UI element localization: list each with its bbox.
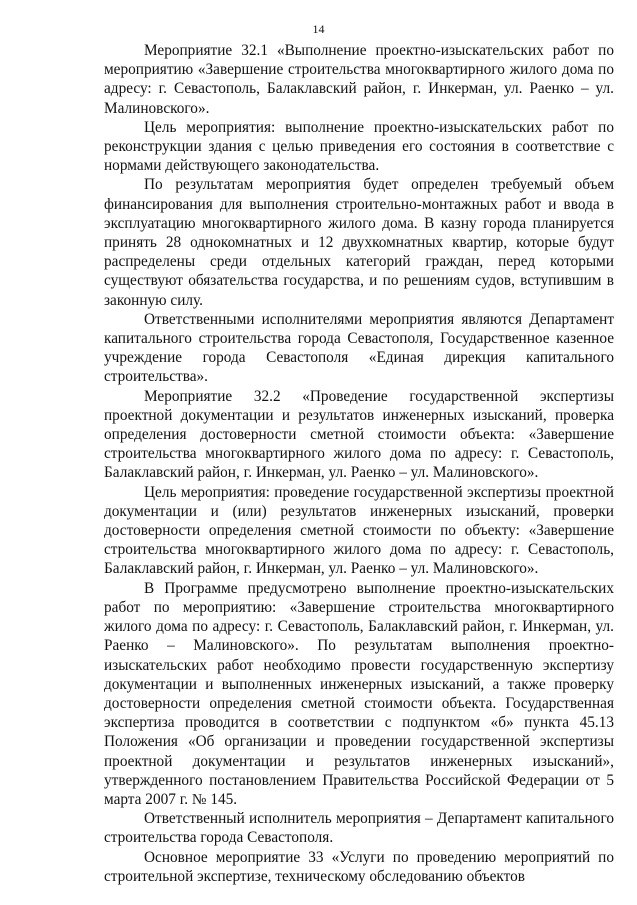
page-number: 14 bbox=[312, 22, 325, 36]
paragraph-measure-32-1: Мероприятие 32.1 «Выполнение проектно-изыскательских работ по мероприятию «Завершение строительства многоквартирного жилого дома по адресу: г. Севастополь, Балаклавский район, г. Инкерман, ул. Раенко – ул. Малиновского». bbox=[104, 42, 614, 117]
paragraph-responsible-32-2: Ответственный исполнитель мероприятия – Департамент капитального строительства города Севастополя. bbox=[104, 810, 614, 847]
paragraph-goal-32-2: Цель мероприятия: проведение государственной экспертизы проектной документации и (или) результатов инженерных изысканий, проверки достоверности определения сметной стоимости по объекту: «Завершение строительства многоквартирного жилого дома по адресу: г. Севастополь, Балаклавский район, г. Инкерман, ул. Раенко – ул. Малиновского». bbox=[104, 483, 614, 578]
paragraph-results-32-1: По результатам мероприятия будет определен требуемый объем финансирования для выполнения строительно-монтажных работ и ввода в эксплуатацию многоквартирного жилого дома. В казну города планируется принять 28 однокомнатных и 12 двухкомнатных квартир, которые будут распределены среди отдельных категорий граждан, перед которыми существуют обязательства государства, и по решениям судов, вступившим в законную силу. bbox=[104, 176, 614, 309]
paragraph-measure-33: Основное мероприятие 33 «Услуги по проведению мероприятий по строительной экспертизе, техническому обследованию объектов bbox=[104, 848, 614, 885]
paragraph-goal-32-1: Цель мероприятия: выполнение проектно-изыскательских работ по реконструкции здания с целью приведения его состояния в соответствие с нормами действующего законодательства. bbox=[104, 118, 614, 175]
paragraph-program-provision: В Программе предусмотрено выполнение проектно-изыскательских работ по мероприятию: «Завершение строительства многоквартирного жилого дома по адресу: г. Севастополь, Балаклавский район, г. Инкерман, ул. Раенко – Малиновского». По результатам выполнения проектно-изыскательских работ необходимо провести государственную экспертизу документации и выполненных инженерных изысканий, а также проверку достоверности определения сметной стоимости объекта. Государственная экспертиза проводится в соответствии с подпунктом «б» пункта 45.13 Положения «Об организации и проведении государственной экспертизы проектной документации и результатов инженерных изысканий», утвержденного постановлением Правительства Российской Федерации от 5 марта 2007 г. № 145. bbox=[104, 579, 614, 808]
paragraph-measure-32-2: Мероприятие 32.2 «Проведение государственной экспертизы проектной документации и результатов инженерных изысканий, проверка определения достоверности сметной стоимости объекта: «Завершение строительства многоквартирного жилого дома по адресу: г. Севастополь, Балаклавский район, г. Инкерман, ул. Раенко – ул. Малиновского». bbox=[104, 387, 614, 482]
paragraph-responsible-32-1: Ответственными исполнителями мероприятия являются Департамент капитального строительства города Севастополя, Государственное казенное учреждение города Севастополя «Единая дирекция капитального строительства». bbox=[104, 310, 614, 386]
document-body bbox=[104, 41, 614, 886]
